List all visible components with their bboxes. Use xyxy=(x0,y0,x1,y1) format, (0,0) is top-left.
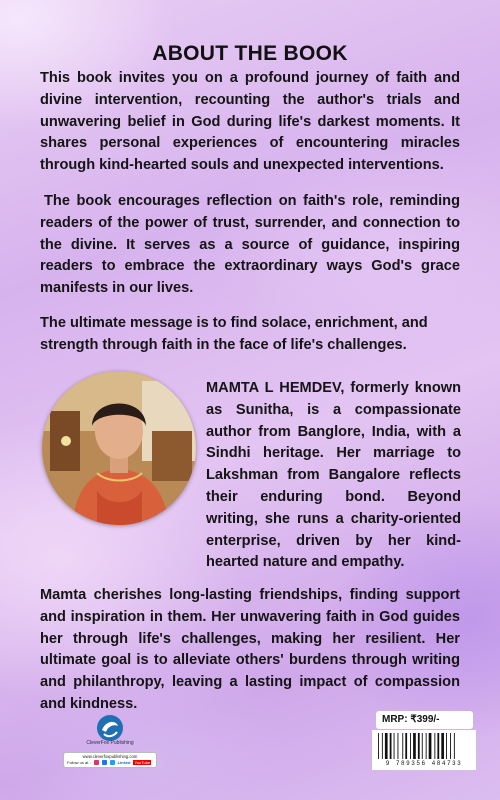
social-links-box xyxy=(63,752,157,768)
book-description-paragraph-3: The ultimate message is to find solace, enrichment, and strength through faith in the face of life's challenges. xyxy=(40,315,428,353)
book-description-paragraph-1: This book invites you on a profound journey of faith and divine intervention, recounting the author's trials and unwavering belief in God during life's darkest moments. It shares personal experiences of encountering miracles through kind-hearted souls and unexpected interventions. xyxy=(40,70,460,174)
instagram-icon[interactable] xyxy=(94,760,99,765)
facebook-icon[interactable] xyxy=(102,760,107,765)
publisher-logo-text xyxy=(82,740,138,746)
twitter-icon[interactable] xyxy=(110,760,115,765)
book-description-paragraph-2: The book encourages reflection on faith's role, reminding readers of the power of trust, surrender, and connection to the divine. It serves as a source of guidance, inspiring readers to embrace the extraordinary ways God's grace manifests in our lives. xyxy=(40,193,460,297)
publisher-website-link[interactable]: www.cleverfoxpublishing.com xyxy=(82,754,138,759)
barcode-bars-icon xyxy=(372,730,476,760)
author-closing-paragraph: Mamta cherishes long-lasting friendships, finding support and inspiration in them. Her unwavering faith in God guides her through life's challenges, making her resilient. Her ultimate goal is to alleviate others' burdens through writing and philanthropy, leaving a lasting impact of compassion and kindness. xyxy=(40,587,460,712)
youtube-label[interactable]: YouTube xyxy=(134,760,151,765)
linkedin-label[interactable]: Linked xyxy=(117,760,131,765)
author-photo xyxy=(42,371,196,525)
author-bio-paragraph: MAMTA L HEMDEV, formerly known as Sunitha, is a compassionate author from Banglore, India, with a Sindhi heritage. Her marriage to Lakshman from Bangalore reflects their enduring bond. Beyond writing, she runs a charity-oriented enterprise, driven by her kind-hearted nature and empathy. xyxy=(206,380,461,571)
isbn-number: 9 789356 484733 xyxy=(385,760,463,767)
publisher-name: CleverFox xyxy=(86,740,110,746)
publisher-logo-icon xyxy=(90,712,130,752)
page-title: ABOUT THE BOOK xyxy=(152,42,348,65)
follow-label: Follow us at : xyxy=(67,760,91,765)
publisher-subtitle: Publishing xyxy=(110,740,134,746)
price-label: MRP: ₹399/- xyxy=(376,711,473,729)
